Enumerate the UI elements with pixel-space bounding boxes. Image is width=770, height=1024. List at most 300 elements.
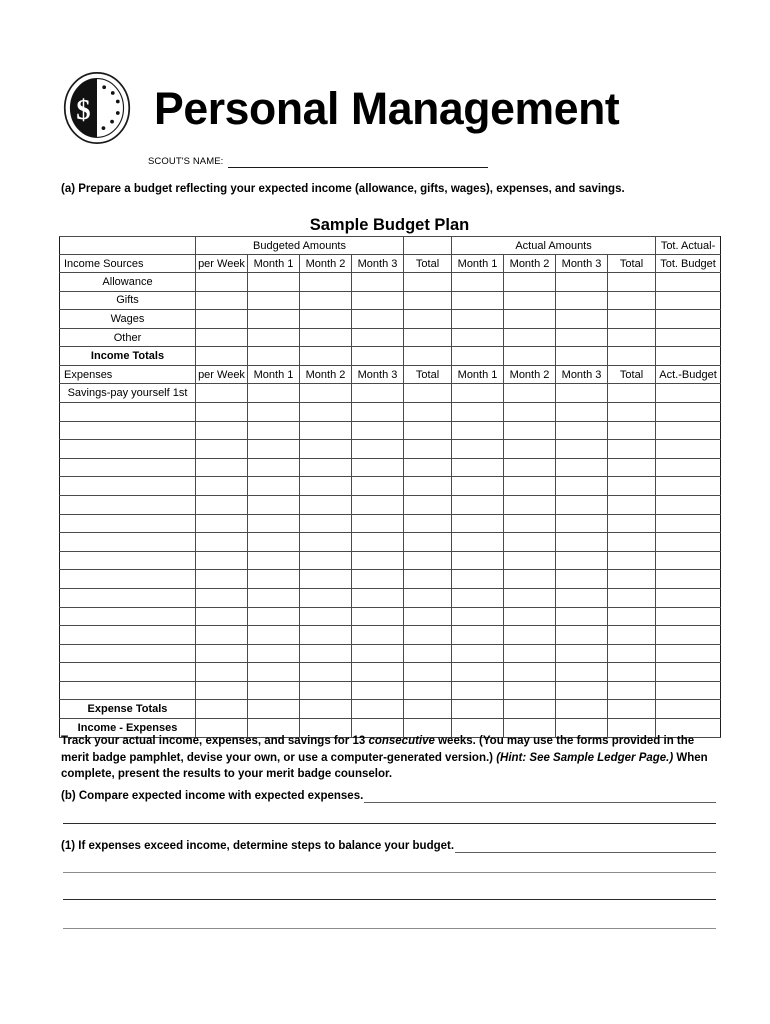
budget-cell[interactable] [248, 626, 300, 645]
budget-cell[interactable] [656, 273, 721, 292]
budget-cell[interactable] [248, 588, 300, 607]
budget-cell[interactable] [404, 607, 452, 626]
budget-cell[interactable] [352, 273, 404, 292]
budget-cell[interactable] [404, 700, 452, 719]
row-label[interactable] [60, 681, 196, 700]
budget-cell[interactable] [404, 458, 452, 477]
budget-cell[interactable] [656, 310, 721, 329]
budget-cell[interactable] [556, 700, 608, 719]
budget-cell[interactable] [656, 588, 721, 607]
budget-cell[interactable] [352, 626, 404, 645]
budget-cell[interactable] [300, 588, 352, 607]
budget-cell[interactable] [352, 663, 404, 682]
table-row [60, 458, 721, 477]
budget-cell[interactable] [196, 291, 248, 310]
budget-cell[interactable] [656, 551, 721, 570]
row-label[interactable] [60, 570, 196, 589]
budget-cell[interactable] [656, 328, 721, 347]
budget-cell[interactable] [452, 328, 504, 347]
page-header [59, 62, 719, 154]
budget-cell[interactable] [452, 458, 504, 477]
budget-cell[interactable] [248, 551, 300, 570]
budget-cell[interactable] [608, 273, 656, 292]
budget-cell[interactable] [452, 700, 504, 719]
budget-cell[interactable] [656, 644, 721, 663]
budget-cell[interactable] [248, 700, 300, 719]
budget-cell[interactable] [556, 402, 608, 421]
budget-cell[interactable] [556, 440, 608, 459]
scout-name-input[interactable] [228, 156, 488, 168]
budget-cell[interactable] [504, 477, 556, 496]
budget-cell[interactable] [248, 644, 300, 663]
budget-cell[interactable] [608, 477, 656, 496]
budget-cell[interactable] [300, 310, 352, 329]
table-row [60, 570, 721, 589]
budget-cell[interactable] [556, 551, 608, 570]
row-label[interactable] [60, 533, 196, 552]
budget-cell[interactable] [248, 533, 300, 552]
budget-cell[interactable] [248, 384, 300, 403]
budget-cell[interactable] [504, 588, 556, 607]
budget-cell[interactable] [300, 421, 352, 440]
budget-cell[interactable] [404, 310, 452, 329]
budget-cell[interactable] [248, 328, 300, 347]
requirement-b1-label: (1) If expenses exceed income, determine steps to balance your budget. [61, 840, 455, 852]
answer-line-b1-4[interactable] [63, 928, 716, 929]
row-label[interactable] [60, 626, 196, 645]
budget-cell[interactable] [352, 514, 404, 533]
budget-cell[interactable] [656, 626, 721, 645]
table-row [60, 477, 721, 496]
budget-cell[interactable] [352, 570, 404, 589]
row-label[interactable] [60, 458, 196, 477]
budget-cell[interactable] [656, 421, 721, 440]
budget-cell[interactable] [352, 440, 404, 459]
budget-cell[interactable] [404, 626, 452, 645]
budget-cell[interactable] [556, 588, 608, 607]
budget-cell[interactable] [556, 495, 608, 514]
column-header-cell: Total [608, 366, 656, 384]
column-header-cell: Expenses [60, 366, 196, 384]
budget-cell[interactable] [404, 588, 452, 607]
budget-cell[interactable] [656, 681, 721, 700]
svg-text:$: $ [76, 93, 91, 126]
column-header-cell: Month 2 [300, 255, 352, 273]
budget-cell[interactable] [556, 291, 608, 310]
budget-cell[interactable] [352, 551, 404, 570]
budget-cell[interactable] [300, 644, 352, 663]
budget-cell[interactable] [504, 291, 556, 310]
budget-cell[interactable] [452, 514, 504, 533]
budget-cell[interactable] [608, 458, 656, 477]
budget-cell[interactable] [300, 607, 352, 626]
budget-cell[interactable] [300, 626, 352, 645]
budget-cell[interactable] [248, 495, 300, 514]
table-row [60, 495, 721, 514]
budget-cell[interactable] [504, 421, 556, 440]
budget-cell[interactable] [608, 347, 656, 366]
budget-cell[interactable] [196, 402, 248, 421]
budget-cell[interactable] [404, 347, 452, 366]
budget-cell[interactable] [196, 384, 248, 403]
budget-cell[interactable] [656, 384, 721, 403]
budget-cell[interactable] [504, 644, 556, 663]
budget-cell[interactable] [196, 681, 248, 700]
row-label[interactable] [60, 440, 196, 459]
budget-cell[interactable] [608, 681, 656, 700]
budget-cell[interactable] [248, 310, 300, 329]
budget-cell[interactable] [504, 347, 556, 366]
budget-cell[interactable] [300, 514, 352, 533]
row-label[interactable] [60, 551, 196, 570]
budget-cell[interactable] [556, 458, 608, 477]
group-header-budgeted: Budgeted Amounts [196, 237, 404, 255]
budget-cell[interactable] [608, 291, 656, 310]
budget-cell[interactable] [352, 347, 404, 366]
table-row [60, 533, 721, 552]
budget-cell[interactable] [608, 440, 656, 459]
budget-cell[interactable] [608, 495, 656, 514]
budget-cell[interactable] [504, 551, 556, 570]
budget-cell[interactable] [452, 440, 504, 459]
budget-cell[interactable] [196, 533, 248, 552]
row-label[interactable] [60, 663, 196, 682]
requirement-b-row [61, 790, 716, 803]
budget-cell[interactable] [196, 514, 248, 533]
budget-cell[interactable] [196, 273, 248, 292]
answer-line-b1-3[interactable] [63, 899, 716, 900]
budget-cell[interactable] [248, 681, 300, 700]
budget-cell[interactable] [608, 551, 656, 570]
budget-cell[interactable] [196, 477, 248, 496]
budget-cell[interactable] [196, 644, 248, 663]
column-header-cell: Total [404, 255, 452, 273]
row-label[interactable] [60, 495, 196, 514]
budget-cell[interactable] [300, 495, 352, 514]
budget-cell[interactable] [248, 291, 300, 310]
budget-cell[interactable] [504, 273, 556, 292]
budget-cell[interactable] [404, 384, 452, 403]
budget-cell[interactable] [656, 477, 721, 496]
budget-cell[interactable] [196, 700, 248, 719]
budget-cell[interactable] [452, 495, 504, 514]
budget-cell[interactable] [248, 570, 300, 589]
budget-cell[interactable] [196, 328, 248, 347]
budget-cell[interactable] [556, 347, 608, 366]
budget-cell[interactable] [656, 607, 721, 626]
budget-cell[interactable] [300, 384, 352, 403]
budget-cell[interactable] [352, 291, 404, 310]
budget-cell[interactable] [656, 663, 721, 682]
budget-cell[interactable] [452, 384, 504, 403]
budget-cell[interactable] [556, 310, 608, 329]
budget-cell[interactable] [300, 291, 352, 310]
budget-cell[interactable] [504, 533, 556, 552]
budget-cell[interactable] [404, 477, 452, 496]
budget-cell[interactable] [248, 273, 300, 292]
page-title: Personal Management [154, 82, 620, 134]
budget-cell[interactable] [452, 570, 504, 589]
budget-cell[interactable] [608, 644, 656, 663]
budget-cell[interactable] [352, 477, 404, 496]
track-text-pre: Track your actual income, expenses, and savings for 13 [61, 735, 369, 747]
budget-cell[interactable] [352, 607, 404, 626]
budget-cell[interactable] [300, 570, 352, 589]
budget-cell[interactable] [248, 347, 300, 366]
budget-cell[interactable] [556, 477, 608, 496]
budget-cell[interactable] [248, 607, 300, 626]
budget-cell[interactable] [608, 533, 656, 552]
budget-cell[interactable] [504, 495, 556, 514]
budget-cell[interactable] [556, 421, 608, 440]
budget-cell[interactable] [404, 421, 452, 440]
budget-cell[interactable] [452, 402, 504, 421]
answer-line-b1-2[interactable] [63, 872, 716, 873]
budget-cell[interactable] [504, 700, 556, 719]
budget-cell[interactable] [404, 663, 452, 682]
row-label[interactable] [60, 402, 196, 421]
budget-cell[interactable] [504, 570, 556, 589]
budget-cell[interactable] [300, 663, 352, 682]
budget-cell[interactable] [196, 663, 248, 682]
budget-cell[interactable] [504, 681, 556, 700]
budget-cell[interactable] [248, 458, 300, 477]
budget-cell[interactable] [556, 570, 608, 589]
budget-cell[interactable] [452, 681, 504, 700]
table-row [60, 681, 721, 700]
track-text-post: weeks. (You may use the forms provided in the merit badge pamphlet, devise your own, or use a computer-generated version.) [61, 735, 695, 764]
column-header-cell: Tot. Budget [656, 255, 721, 273]
budget-cell[interactable] [608, 588, 656, 607]
budget-cell[interactable] [608, 384, 656, 403]
budget-cell[interactable] [504, 607, 556, 626]
budget-cell[interactable] [556, 644, 608, 663]
budget-cell[interactable] [196, 607, 248, 626]
budget-cell[interactable] [352, 458, 404, 477]
table-row [60, 626, 721, 645]
requirement-a-text: (a) Prepare a budget reflecting your expected income (allowance, gifts, wages), expenses, and savings. [61, 183, 625, 195]
budget-cell[interactable] [300, 328, 352, 347]
budget-cell[interactable] [656, 570, 721, 589]
budget-cell[interactable] [404, 273, 452, 292]
budget-cell[interactable] [608, 310, 656, 329]
budget-cell[interactable] [352, 384, 404, 403]
requirement-b-label: (b) Compare expected income with expected expenses. [61, 790, 364, 802]
budget-cell[interactable] [504, 626, 556, 645]
budget-cell[interactable] [452, 533, 504, 552]
budget-cell[interactable] [404, 328, 452, 347]
budget-cell[interactable] [300, 402, 352, 421]
budget-cell[interactable] [608, 700, 656, 719]
budget-cell[interactable] [300, 477, 352, 496]
budget-cell[interactable] [556, 607, 608, 626]
budget-cell[interactable] [196, 551, 248, 570]
budget-cell[interactable] [504, 328, 556, 347]
budget-cell[interactable] [352, 495, 404, 514]
row-label: Other [60, 328, 196, 347]
budget-cell[interactable] [248, 421, 300, 440]
budget-cell[interactable] [300, 458, 352, 477]
row-label: Income Totals [60, 347, 196, 366]
table-row [60, 440, 721, 459]
budget-cell[interactable] [248, 477, 300, 496]
budget-cell[interactable] [556, 663, 608, 682]
budget-cell[interactable] [504, 514, 556, 533]
scout-name-label: SCOUT'S NAME: [148, 156, 224, 167]
budget-cell[interactable] [352, 588, 404, 607]
budget-cell[interactable] [656, 440, 721, 459]
budget-cell[interactable] [556, 273, 608, 292]
budget-cell[interactable] [656, 700, 721, 719]
budget-cell[interactable] [404, 291, 452, 310]
budget-cell[interactable] [504, 310, 556, 329]
budget-cell[interactable] [300, 551, 352, 570]
expense-totals-row [60, 700, 721, 719]
budget-cell[interactable] [196, 310, 248, 329]
budget-cell[interactable] [196, 570, 248, 589]
budget-cell[interactable] [452, 291, 504, 310]
budget-cell[interactable] [608, 663, 656, 682]
budget-cell[interactable] [196, 421, 248, 440]
budget-cell[interactable] [248, 514, 300, 533]
budget-cell[interactable] [352, 700, 404, 719]
budget-cell[interactable] [452, 607, 504, 626]
budget-cell[interactable] [504, 384, 556, 403]
budget-cell[interactable] [352, 644, 404, 663]
budget-cell[interactable] [404, 440, 452, 459]
budget-cell[interactable] [556, 384, 608, 403]
budget-cell[interactable] [300, 440, 352, 459]
row-label[interactable]: Savings-pay yourself 1st [60, 384, 196, 403]
budget-cell[interactable] [352, 328, 404, 347]
income-column-header-row [60, 255, 721, 273]
budget-cell[interactable] [352, 402, 404, 421]
budget-cell[interactable] [404, 644, 452, 663]
budget-cell[interactable] [196, 495, 248, 514]
budget-cell[interactable] [556, 328, 608, 347]
row-label: Expense Totals [60, 700, 196, 719]
column-header-cell: per Week [196, 366, 248, 384]
column-header-cell: Month 2 [504, 255, 556, 273]
budget-cell[interactable] [196, 347, 248, 366]
table-row [60, 588, 721, 607]
budget-cell[interactable] [196, 440, 248, 459]
budget-cell[interactable] [452, 551, 504, 570]
budget-cell[interactable] [452, 477, 504, 496]
budget-cell[interactable] [452, 626, 504, 645]
budget-cell[interactable] [352, 533, 404, 552]
row-label: Allowance [60, 273, 196, 292]
budget-cell[interactable] [608, 514, 656, 533]
budget-cell[interactable] [608, 402, 656, 421]
budget-cell[interactable] [452, 663, 504, 682]
column-header-cell: Month 3 [556, 366, 608, 384]
budget-cell[interactable] [300, 700, 352, 719]
row-label[interactable] [60, 644, 196, 663]
column-header-cell: Month 3 [352, 255, 404, 273]
table-row [60, 384, 721, 403]
table-row [60, 310, 721, 329]
budget-cell[interactable] [248, 402, 300, 421]
table-row [60, 421, 721, 440]
budget-cell[interactable] [452, 588, 504, 607]
budget-cell[interactable] [608, 607, 656, 626]
budget-cell[interactable] [352, 421, 404, 440]
budget-cell[interactable] [556, 681, 608, 700]
budget-cell[interactable] [352, 310, 404, 329]
row-label[interactable] [60, 588, 196, 607]
budget-cell[interactable] [556, 514, 608, 533]
budget-cell[interactable] [608, 570, 656, 589]
budget-cell[interactable] [196, 458, 248, 477]
budget-cell[interactable] [556, 533, 608, 552]
sample-budget-plan-table [59, 236, 720, 738]
row-label[interactable] [60, 514, 196, 533]
budget-cell[interactable] [404, 495, 452, 514]
budget-cell[interactable] [504, 458, 556, 477]
row-label[interactable] [60, 421, 196, 440]
budget-cell[interactable] [452, 347, 504, 366]
group-header-budgeted-total-spacer [404, 237, 452, 255]
budget-cell[interactable] [656, 402, 721, 421]
budget-cell[interactable] [504, 440, 556, 459]
budget-cell[interactable] [248, 663, 300, 682]
column-header-cell: Month 2 [300, 366, 352, 384]
budget-cell[interactable] [404, 681, 452, 700]
budget-cell[interactable] [656, 514, 721, 533]
budget-cell[interactable] [656, 495, 721, 514]
budget-cell[interactable] [404, 551, 452, 570]
budget-cell[interactable] [352, 681, 404, 700]
row-label[interactable] [60, 477, 196, 496]
expense-column-header-row [60, 366, 721, 384]
requirement-b1-answer-line[interactable] [455, 840, 716, 853]
answer-line-b-2[interactable] [63, 823, 716, 824]
budget-cell[interactable] [300, 533, 352, 552]
budget-cell[interactable] [608, 421, 656, 440]
budget-cell[interactable] [656, 533, 721, 552]
budget-cell[interactable] [452, 421, 504, 440]
budget-cell[interactable] [656, 347, 721, 366]
budget-cell[interactable] [504, 663, 556, 682]
budget-cell[interactable] [556, 626, 608, 645]
group-header-difference: Tot. Actual- [656, 237, 721, 255]
budget-cell[interactable] [404, 570, 452, 589]
table-row [60, 402, 721, 421]
budget-cell[interactable] [404, 533, 452, 552]
budget-cell[interactable] [404, 514, 452, 533]
budget-cell[interactable] [300, 347, 352, 366]
budget-cell[interactable] [608, 328, 656, 347]
budget-cell[interactable] [656, 458, 721, 477]
requirement-b-answer-line[interactable] [364, 790, 716, 803]
budget-cell[interactable] [504, 402, 556, 421]
column-header-cell: Total [404, 366, 452, 384]
budget-cell[interactable] [248, 440, 300, 459]
budget-cell[interactable] [452, 644, 504, 663]
budget-cell[interactable] [300, 273, 352, 292]
budget-cell[interactable] [404, 402, 452, 421]
budget-cell[interactable] [608, 626, 656, 645]
row-label[interactable] [60, 607, 196, 626]
column-header-cell: Income Sources [60, 255, 196, 273]
budget-cell[interactable] [196, 588, 248, 607]
budget-cell[interactable] [196, 626, 248, 645]
budget-cell[interactable] [656, 291, 721, 310]
budget-cell[interactable] [452, 273, 504, 292]
budget-cell[interactable] [452, 310, 504, 329]
budget-cell[interactable] [300, 681, 352, 700]
